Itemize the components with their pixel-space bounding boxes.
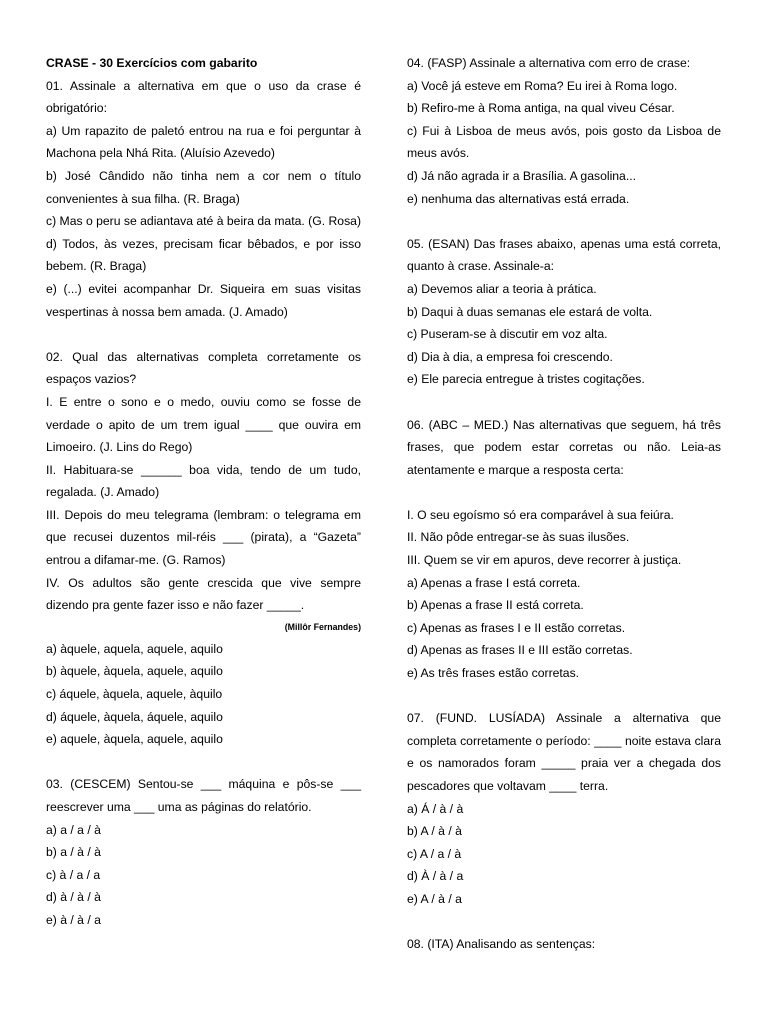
spacer [46, 751, 361, 774]
question-stem: 05. (ESAN) Das frases abaixo, apenas uma está correta, quanto à crase. Assinale-a: [407, 236, 721, 274]
spacer [407, 391, 721, 414]
sentence-i: I. E entre o sono e o medo, ouviu como se fosse de verdade o apito de um trem igual ____ que ouvira em Limoeiro. (J. Lins do Rego) [46, 394, 361, 455]
option-a: a) Você já esteve em Roma? Eu irei à Roma logo. [407, 78, 678, 93]
source-citation: (Millôr Fernandes) [284, 621, 361, 632]
sentence-iii: III. Depois do meu telegrama (lembram: o telegrama em que recusei duzentos mil-réis ___ (pirata), a “Gazeta” entrou a difamar-me. (G. Ramos) [46, 507, 361, 568]
spacer [407, 911, 721, 934]
option-d: d) à / à / à [46, 890, 101, 905]
sentence-ii: II. Habituara-se ______ boa vida, tendo de um tudo, regalada. (J. Amado) [46, 462, 361, 500]
option-e: e) Ele parecia entregue à tristes cogitações. [407, 372, 645, 387]
option-a: a) Á / à / à [407, 801, 464, 816]
option-a: a) Devemos aliar a teoria à prática. [407, 281, 597, 296]
sentence-ii: II. Não pôde entregar-se às suas ilusões. [407, 530, 630, 545]
option-a: a) a / a / à [46, 822, 101, 837]
option-e: e) As três frases estão corretas. [407, 666, 580, 681]
spacer [407, 210, 721, 233]
option-c: c) Apenas as frases I e II estão corretas. [407, 620, 626, 635]
question-06 [407, 414, 721, 685]
question-08 [407, 933, 721, 956]
sentence-iii: III. Quem se vir em apuros, deve recorrer à justiça. [407, 553, 682, 568]
option-a: a) Um rapazito de paletó entrou na rua e foi perguntar à Machona pela Nhá Rita. (Aluísio Azevedo) [46, 123, 361, 161]
option-b: b) José Cândido não tinha nem a cor nem o título convenientes à sua filha. (R. Braga) [46, 168, 361, 206]
option-b: b) A / à / à [407, 824, 462, 839]
option-e: e) aquele, àquela, aquele, aquilo [46, 732, 223, 747]
option-c: c) Fui à Lisboa de meus avós, pois gosto da Lisboa de meus avós. [407, 123, 721, 161]
option-e: e) A / à / a [407, 891, 462, 906]
option-d: d) áquele, àquela, áquele, aquilo [46, 709, 223, 724]
option-e: e) nenhuma das alternativas está errada. [407, 191, 630, 206]
question-stem: 02. Qual das alternativas completa corretamente os espaços vazios? [46, 349, 361, 387]
spacer [407, 685, 721, 708]
right-column [407, 52, 721, 956]
question-stem: 04. (FASP) Assinale a alternativa com erro de crase: [407, 56, 691, 70]
question-07 [407, 707, 721, 910]
option-b: b) Apenas a frase II está correta. [407, 598, 584, 613]
left-column [46, 52, 361, 932]
document-title: CRASE - 30 Exercícios com gabarito [46, 56, 258, 70]
question-02 [46, 346, 361, 751]
question-stem: 01. Assinale a alternativa em que o uso da crase é obrigatório: [46, 78, 361, 116]
spacer [407, 481, 721, 504]
question-01 [46, 75, 361, 324]
option-e: e) à / à / a [46, 912, 101, 927]
option-d: d) Apenas as frases II e III estão corretas. [407, 643, 633, 658]
sentence-iv: IV. Os adultos são gente crescida que vive sempre dizendo pra gente fazer isso e não fazer _____. [46, 575, 361, 613]
question-04 [407, 52, 721, 210]
option-a: a) àquele, aquela, aquele, aquilo [46, 641, 223, 656]
option-a: a) Apenas a frase I está correta. [407, 575, 581, 590]
option-c: c) Mas o peru se adiantava até à beira da mata. (G. Rosa) [46, 214, 362, 229]
sentence-i: I. O seu egoísmo só era comparável à sua feiúra. [407, 507, 674, 522]
option-b: b) àquele, àquela, aquele, aquilo [46, 664, 223, 679]
question-stem: 07. (FUND. LUSÍADA) Assinale a alternativa que completa corretamente o período: ____ noite estava clara e os namorados foram _____ praia ver a chegada dos pescadores que voltavam ____ terra. [407, 711, 721, 793]
option-e: e) (...) evitei acompanhar Dr. Siqueira em suas visitas vespertinas à nossa bem amada. (J. Amado) [46, 281, 361, 319]
option-b: b) a / à / à [46, 845, 101, 860]
question-stem: 06. (ABC – MED.) Nas alternativas que seguem, há três frases, que podem estar corretas ou não. Leia-as atentamente e marque a resposta certa: [407, 417, 721, 477]
option-c: c) A / a / à [407, 846, 462, 861]
option-d: d) Dia à dia, a empresa foi crescendo. [407, 349, 613, 364]
option-c: c) áquele, àquela, aquele, àquilo [46, 687, 223, 702]
option-b: b) Refiro-me à Roma antiga, na qual viveu César. [407, 101, 675, 116]
option-b: b) Daqui à duas semanas ele estará de volta. [407, 304, 653, 319]
question-stem: 08. (ITA) Analisando as sentenças: [407, 937, 596, 952]
option-c: c) à / a / a [46, 867, 101, 882]
option-d: d) Todos, às vezes, precisam ficar bêbados, e por isso bebem. (R. Braga) [46, 236, 361, 274]
question-stem: 03. (CESCEM) Sentou-se ___ máquina e pôs-se ___ reescrever uma ___ uma as páginas do relatório. [46, 777, 361, 814]
option-d: d) Já não agrada ir a Brasília. A gasolina... [407, 168, 636, 183]
question-03 [46, 773, 361, 931]
option-d: d) À / à / a [407, 869, 464, 884]
spacer [46, 323, 361, 346]
question-05 [407, 233, 721, 391]
option-c: c) Puseram-se à discutir em voz alta. [407, 327, 608, 342]
